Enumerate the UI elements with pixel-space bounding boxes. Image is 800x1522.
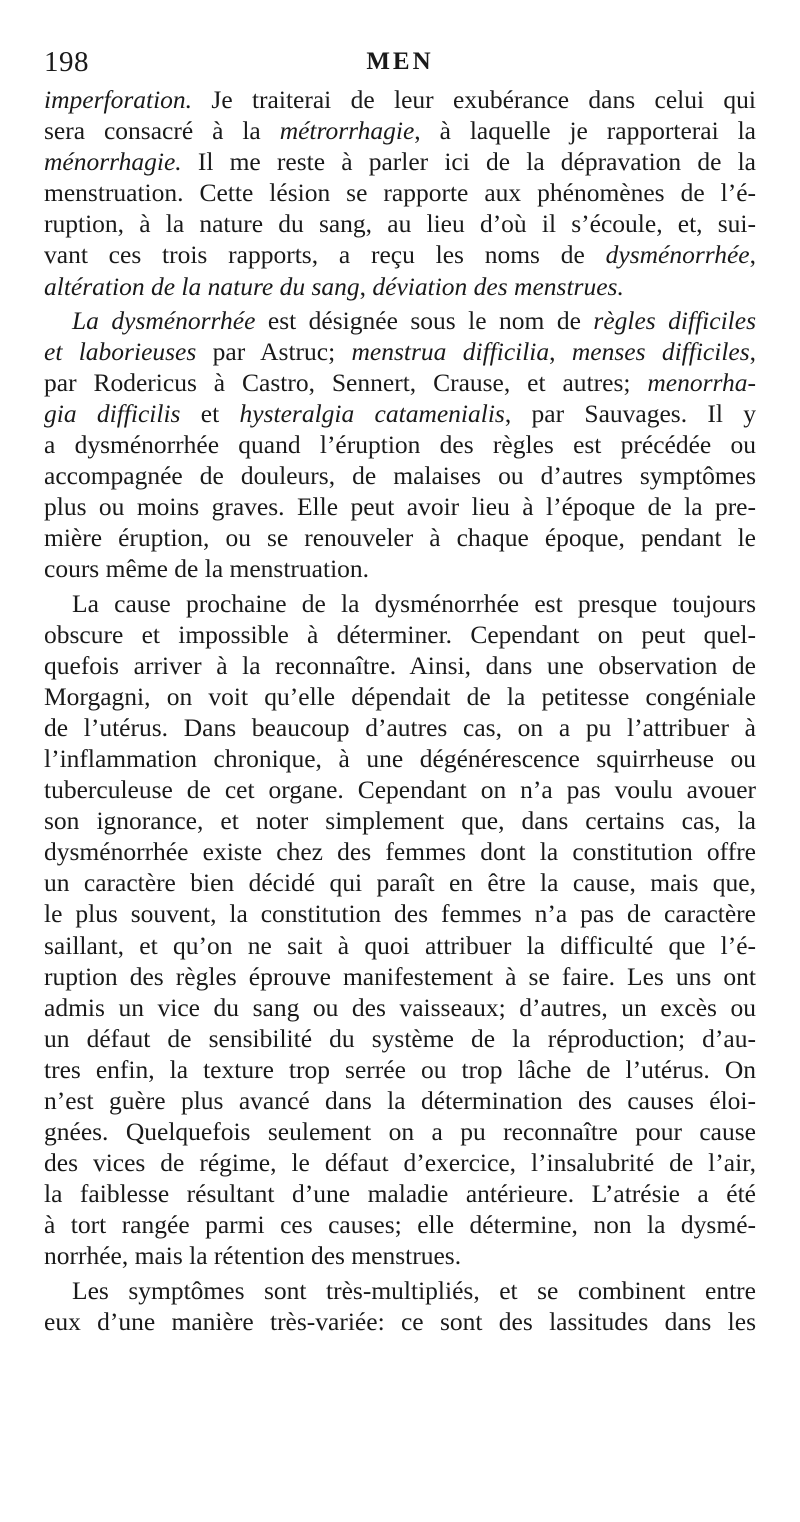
text-line: gia difficilis et hysteralgia catamenialis, par Sauvages. Il y (44, 398, 756, 428)
paragraph (44, 305, 756, 585)
text-line: cours même de la menstruation. (44, 554, 370, 584)
page-number: 198 (44, 46, 89, 78)
text-line: norrhée, mais la rétention des menstrues. (44, 1241, 462, 1271)
text-line: dysménorrhée existe chez des femmes dont la constitution offre (44, 837, 756, 867)
paragraph (44, 588, 756, 1272)
body-text (44, 84, 756, 1337)
text-line: ruption, à la nature du sang, au lieu d’où il s’écoule, et, sui- (44, 209, 756, 239)
page-header (44, 42, 756, 82)
text-line: admis un vice du sang ou des vaisseaux; d’autres, un excès ou (44, 992, 756, 1022)
paragraph (44, 84, 756, 302)
text-line: un caractère bien décidé qui paraît en être la cause, mais que, (44, 868, 756, 898)
text-line: imperforation. Je traiterai de leur exubérance dans celui qui (44, 85, 756, 114)
text-line: tres enfin, la texture trop serrée ou trop lâche de l’utérus. On (44, 1054, 756, 1084)
text-line: vant ces trois rapports, a reçu les noms de dysménorrhée, (44, 240, 756, 270)
text-line: eux d’une manière très-variée: ce sont des lassitudes dans les (44, 1306, 756, 1336)
text-line: tuberculeuse de cet organe. Cependant on n’a pas voulu avouer (44, 775, 756, 805)
text-line: la faiblesse résultant d’une maladie antérieure. L’atrésie a été (44, 1179, 756, 1209)
text-line: son ignorance, et noter simplement que, dans certains cas, la (44, 806, 756, 836)
text-line: le plus souvent, la constitution des femmes n’a pas de caractère (44, 899, 756, 929)
text-line: accompagnée de douleurs, de malaises ou d’autres symptômes (44, 461, 756, 491)
text-line: Les symptômes sont très-multipliés, et se combinent entre (72, 1275, 756, 1305)
text-line: gnées. Quelquefois seulement on a pu reconnaître pour cause (44, 1117, 756, 1147)
text-line: Morgagni, on voit qu’elle dépendait de la petitesse congéniale (44, 681, 756, 711)
running-head: MEN (366, 48, 434, 75)
text-line: a dysménorrhée quand l’éruption des règles est précédée ou (44, 430, 756, 460)
book-page (44, 0, 756, 1522)
text-line: La cause prochaine de la dysménorrhée est presque toujours (72, 588, 756, 618)
text-line: n’est guère plus avancé dans la détermination des causes éloi- (44, 1086, 756, 1115)
text-line: obscure et impossible à déterminer. Cependant on peut quel- (44, 619, 756, 649)
text-line: de l’utérus. Dans beaucoup d’autres cas, on a pu l’attribuer à (44, 712, 756, 742)
text-line: mière éruption, ou se renouveler à chaque époque, pendant le (44, 523, 756, 553)
text-line: l’inflammation chronique, à une dégénérescence squirrheuse ou (44, 743, 756, 773)
text-line: ruption des règles éprouve manifestement à se faire. Les uns ont (44, 961, 756, 991)
text-line: plus ou moins graves. Elle peut avoir lieu à l’époque de la pre- (44, 492, 756, 522)
text-line: à tort rangée parmi ces causes; elle détermine, non la dysmé- (44, 1210, 756, 1240)
text-line: ménorrhagie. Il me reste à parler ici de la dépravation de la (44, 147, 756, 177)
text-line: La dysménorrhée est désignée sous le nom de règles difficiles (72, 305, 756, 335)
text-line: quefois arriver à la reconnaître. Ainsi, dans une observation de (44, 650, 756, 680)
text-line: et laborieuses par Astruc; menstrua difficilia, menses difficiles, (44, 336, 756, 366)
text-line: altération de la nature du sang, déviation des menstrues. (44, 271, 624, 301)
text-line: un défaut de sensibilité du système de la réproduction; d’au- (44, 1023, 756, 1053)
text-line: sera consacré à la métrorrhagie, à laquelle je rapporterai la (44, 116, 756, 146)
paragraph (44, 1275, 756, 1337)
text-line: menstruation. Cette lésion se rapporte aux phénomènes de l’é- (44, 178, 756, 208)
text-line: saillant, et qu’on ne sait à quoi attribuer la difficulté que l’é- (44, 930, 756, 960)
text-line: des vices de régime, le défaut d’exercice, l’insalubrité de l’air, (44, 1148, 756, 1178)
text-line: par Rodericus à Castro, Sennert, Crause, et autres; menorrha- (44, 367, 756, 397)
